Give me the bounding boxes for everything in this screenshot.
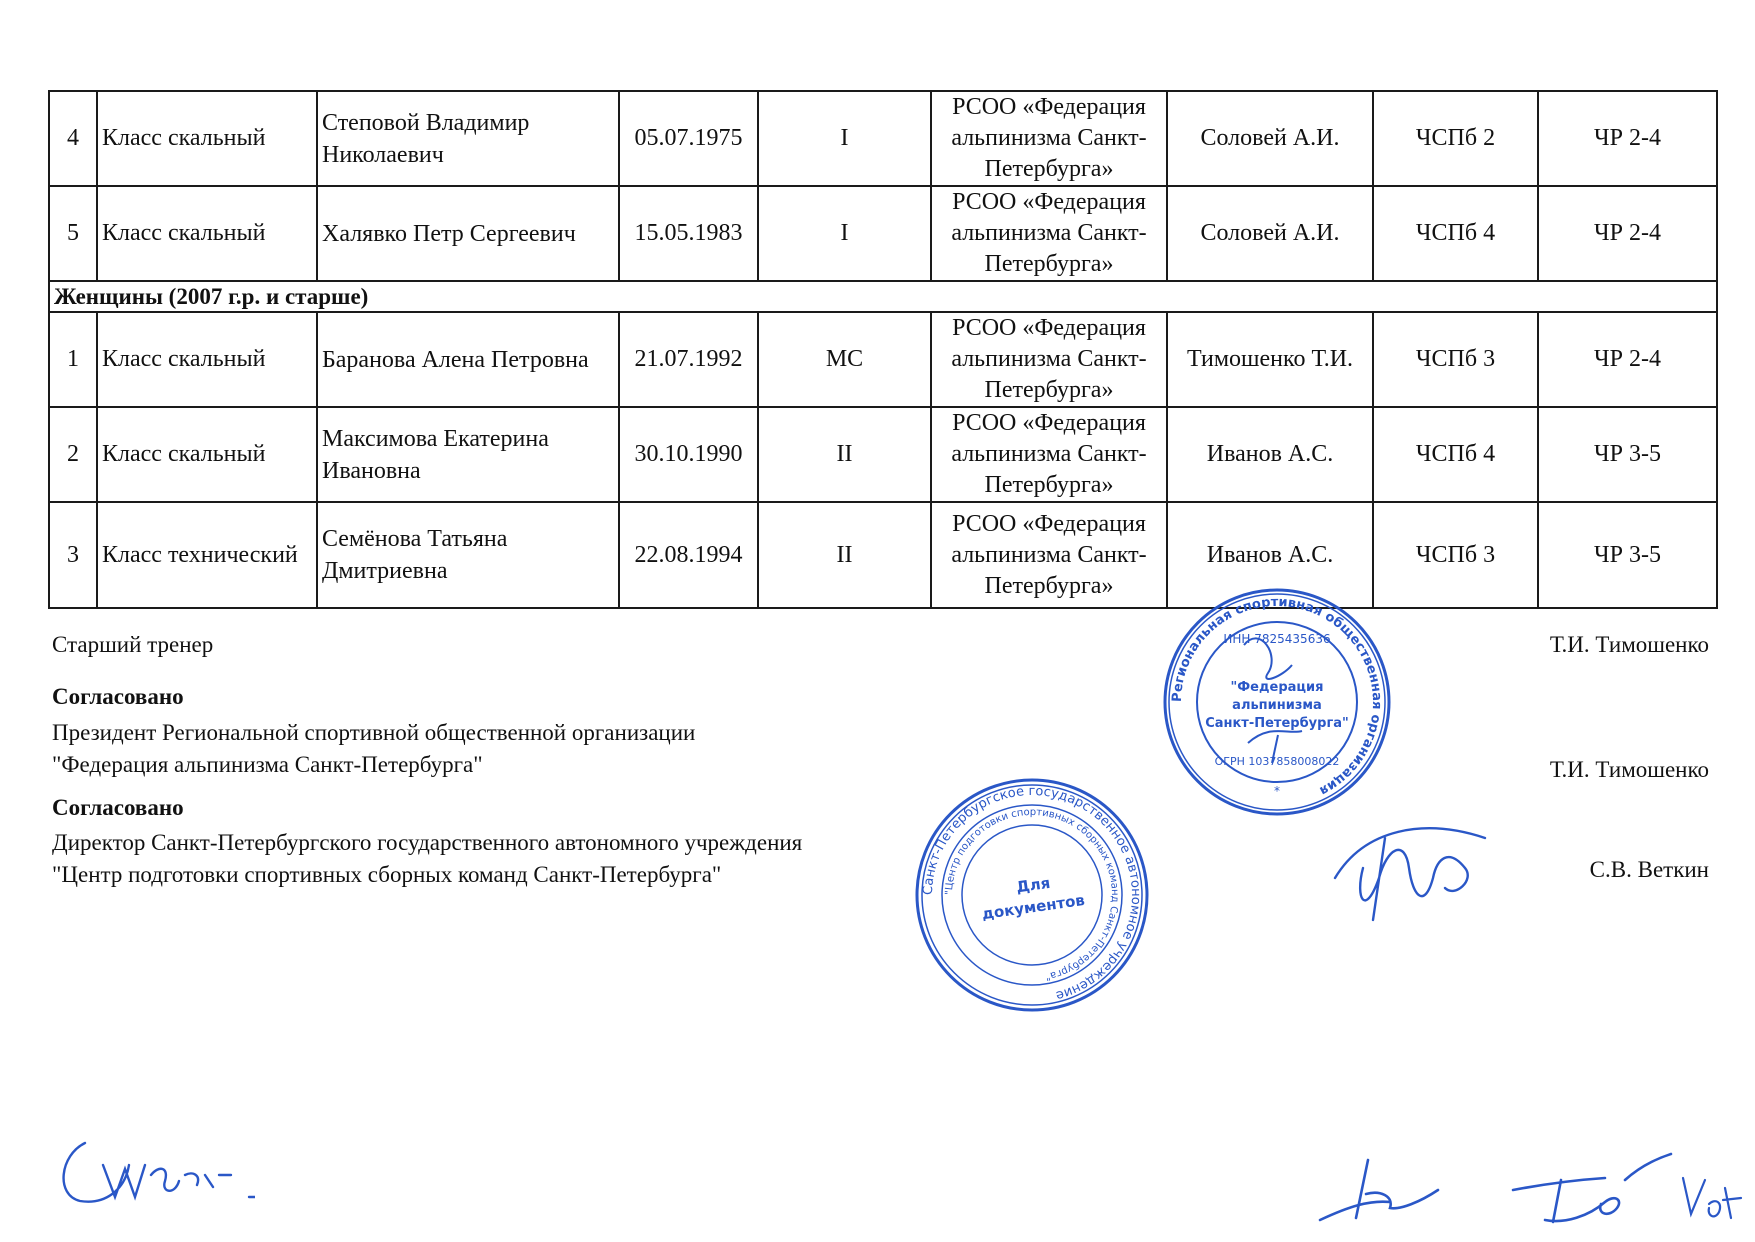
center-stamp bbox=[912, 775, 1152, 1015]
row-number: 5 bbox=[49, 186, 97, 281]
category-cell: Класс скальный bbox=[97, 312, 317, 407]
dob-cell: 30.10.1990 bbox=[619, 407, 758, 502]
category-cell: Класс скальный bbox=[97, 91, 317, 186]
category-cell: Класс технический bbox=[97, 502, 317, 608]
dob-cell: 21.07.1992 bbox=[619, 312, 758, 407]
row-number: 1 bbox=[49, 312, 97, 407]
event1-cell: ЧСПб 3 bbox=[1373, 312, 1538, 407]
name-cell: Максимова Екатерина Ивановна bbox=[317, 407, 619, 502]
name-cell: Баранова Алена Петровна bbox=[317, 312, 619, 407]
center-stamp-center-1: Для bbox=[1015, 873, 1052, 897]
row-number: 2 bbox=[49, 407, 97, 502]
table-row bbox=[49, 502, 1717, 608]
president-title-line2: "Федерация альпинизма Санкт-Петербурга" bbox=[52, 752, 483, 777]
federation-stamp bbox=[1160, 585, 1394, 819]
event2-cell: ЧР 2-4 bbox=[1538, 186, 1717, 281]
dob-cell: 05.07.1975 bbox=[619, 91, 758, 186]
org-cell: РСОО «Федерация альпинизма Санкт-Петербурга» bbox=[931, 312, 1167, 407]
row-number: 3 bbox=[49, 502, 97, 608]
participants-table bbox=[48, 90, 1718, 609]
coach-cell: Соловей А.И. bbox=[1167, 186, 1373, 281]
svg-text:"Центр подготовки спортивных с bbox=[944, 807, 1120, 982]
federation-stamp-inn: ИНН 7825435636 bbox=[1223, 632, 1331, 646]
rank-cell: I bbox=[758, 91, 931, 186]
table-row bbox=[49, 91, 1717, 186]
rank-cell: II bbox=[758, 502, 931, 608]
section-title: Женщины (2007 г.р. и старше) bbox=[49, 281, 1717, 312]
dob-cell: 22.08.1994 bbox=[619, 502, 758, 608]
category-cell: Класс скальный bbox=[97, 407, 317, 502]
president-name: Т.И. Тимошенко bbox=[1549, 757, 1709, 782]
org-cell: РСОО «Федерация альпинизма Санкт-Петербурга» bbox=[931, 91, 1167, 186]
federation-stamp-ogrn: ОГРН 1037858008022 bbox=[1214, 755, 1340, 768]
federation-stamp-center-2: альпинизма bbox=[1232, 698, 1322, 713]
category-cell: Класс скальный bbox=[97, 186, 317, 281]
bottom-signature-1 bbox=[1310, 1150, 1450, 1230]
event2-cell: ЧР 3-5 bbox=[1538, 502, 1717, 608]
section-row bbox=[49, 281, 1717, 312]
table-row bbox=[49, 312, 1717, 407]
rank-cell: МС bbox=[758, 312, 931, 407]
event1-cell: ЧСПб 4 bbox=[1373, 407, 1538, 502]
federation-stamp-center-3: Санкт-Петербурга" bbox=[1205, 716, 1349, 731]
director-title-line2: "Центр подготовки спортивных сборных команд Санкт-Петербурга" bbox=[52, 862, 722, 887]
director-title-line1: Директор Санкт-Петербургского государственного автономного учреждения bbox=[52, 830, 803, 855]
federation-stamp-ring: Региональная спортивная общественная организация bbox=[1169, 594, 1385, 799]
director-name: С.В. Веткин bbox=[1589, 857, 1709, 882]
name-cell: Степовой Владимир Николаевич bbox=[317, 91, 619, 186]
coach-cell: Иванов А.С. bbox=[1167, 407, 1373, 502]
federation-stamp-center-1: "Федерация bbox=[1230, 680, 1324, 695]
center-stamp-center-2: документов bbox=[980, 890, 1086, 924]
bottom-left-signature bbox=[55, 1135, 255, 1215]
center-stamp-ring: Санкт-Петербургское государственное автономное учреждение bbox=[920, 783, 1144, 1003]
senior-coach-name: Т.И. Тимошенко bbox=[1549, 632, 1709, 657]
coach-cell: Иванов А.С. bbox=[1167, 502, 1373, 608]
bottom-signature-2 bbox=[1505, 1150, 1675, 1230]
coach-cell: Соловей А.И. bbox=[1167, 91, 1373, 186]
senior-coach-label: Старший тренер bbox=[52, 632, 214, 657]
bottom-initials bbox=[1675, 1168, 1745, 1228]
row-number: 4 bbox=[49, 91, 97, 186]
event1-cell: ЧСПб 2 bbox=[1373, 91, 1538, 186]
coach-cell: Тимошенко Т.И. bbox=[1167, 312, 1373, 407]
rank-cell: I bbox=[758, 186, 931, 281]
svg-text:*: * bbox=[1274, 784, 1280, 798]
event2-cell: ЧР 2-4 bbox=[1538, 312, 1717, 407]
president-title-line1: Президент Региональной спортивной общественной организации bbox=[52, 720, 696, 745]
president-signature bbox=[1325, 808, 1495, 928]
org-cell: РСОО «Федерация альпинизма Санкт-Петербурга» bbox=[931, 407, 1167, 502]
org-cell: РСОО «Федерация альпинизма Санкт-Петербурга» bbox=[931, 502, 1167, 608]
name-cell: Халявко Петр Сергеевич bbox=[317, 186, 619, 281]
rank-cell: II bbox=[758, 407, 931, 502]
event1-cell: ЧСПб 3 bbox=[1373, 502, 1538, 608]
event2-cell: ЧР 3-5 bbox=[1538, 407, 1717, 502]
event2-cell: ЧР 2-4 bbox=[1538, 91, 1717, 186]
dob-cell: 15.05.1983 bbox=[619, 186, 758, 281]
table-row bbox=[49, 407, 1717, 502]
event1-cell: ЧСПб 4 bbox=[1373, 186, 1538, 281]
approved-heading-1: Согласовано bbox=[52, 684, 184, 709]
table-row bbox=[49, 186, 1717, 281]
center-stamp-inner-ring: "Центр подготовки спортивных сборных команд Санкт-Петербурга" bbox=[943, 806, 1121, 982]
approved-heading-2: Согласовано bbox=[52, 795, 184, 820]
org-cell: РСОО «Федерация альпинизма Санкт-Петербурга» bbox=[931, 186, 1167, 281]
name-cell: Семёнова Татьяна Дмитриевна bbox=[317, 502, 619, 608]
